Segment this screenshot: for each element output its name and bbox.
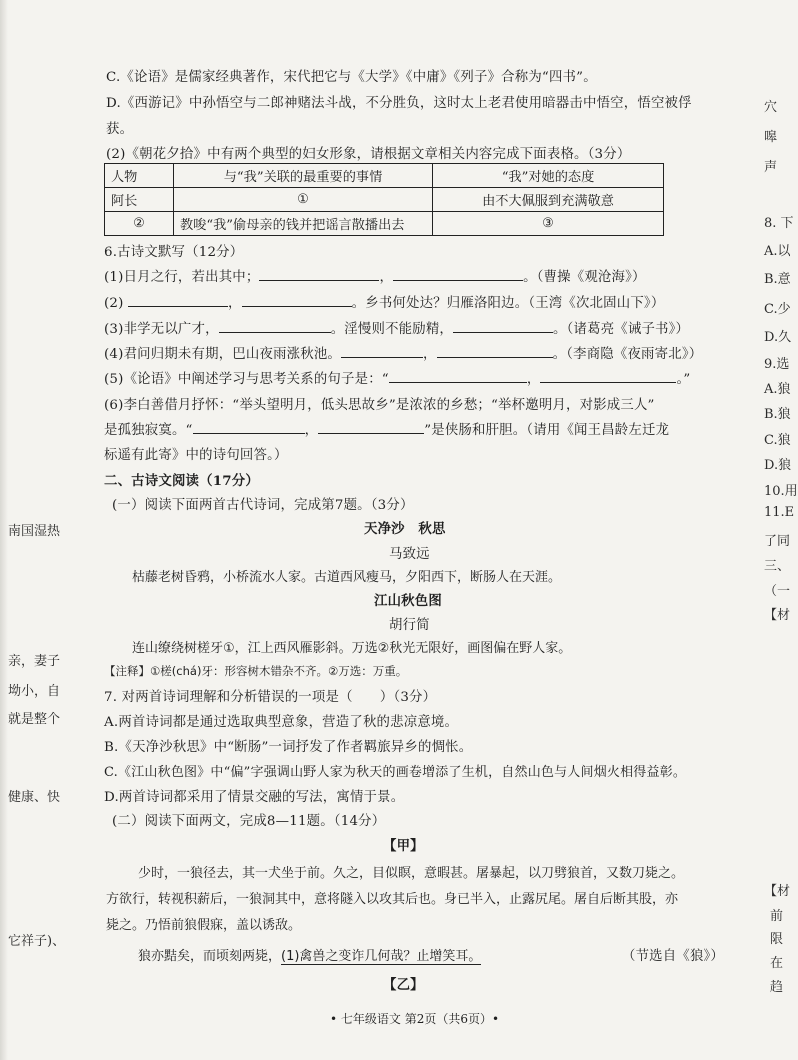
q6-line4 (104, 343, 702, 362)
text: ， (423, 347, 437, 362)
women-table (104, 163, 664, 236)
q7-option-a[interactable]: A.两首诗词都是通过选取典型意象，营造了秋的悲凉意境。 (104, 715, 459, 730)
text: ， (304, 423, 319, 438)
text: ， (526, 372, 541, 387)
q6-line1 (104, 266, 646, 285)
text: ， (379, 270, 394, 285)
text: (3)非学无以广才， (104, 322, 219, 337)
q6-line6-cont (104, 419, 669, 438)
text: “ (185, 423, 193, 438)
answer-blank[interactable] (341, 345, 423, 358)
poem1-text: 枯藤老树昏鸦，小桥流水人家。古道西风瘦马，夕阳西下，断肠人在天涯。 (132, 570, 562, 585)
right-margin-text: B.意 (764, 272, 791, 287)
text: (1)日月之行，若出其中； (104, 270, 260, 285)
left-margin-text: 坳小，自 (8, 684, 61, 699)
left-margin-text: 健康、快 (8, 790, 61, 805)
left-margin-text: 亲，妻子 (8, 654, 61, 669)
right-margin-text: 趋 (770, 980, 784, 995)
table-header: “我”对她的态度 (433, 164, 664, 188)
left-margin-text: 它祥子)、 (8, 934, 66, 949)
right-margin-text: 三、 (764, 559, 791, 574)
page-footer: • 七年级语文 第2页（共6页）• (330, 1012, 500, 1026)
right-margin-text: 【材 (764, 884, 791, 899)
right-margin-text: 11.E (764, 505, 795, 520)
table-cell: 由不大佩服到充满敬意 (433, 188, 664, 212)
right-margin-text: A.狼 (764, 382, 791, 397)
right-margin-text: （一 (764, 584, 791, 599)
answer-blank[interactable] (437, 345, 553, 358)
table-row (105, 212, 664, 236)
answer-blank[interactable] (193, 421, 305, 434)
q6-line6: (6)李白善借月抒怀：“举头望明月，低头思故乡”是浓浓的乡愁；“举杯邀明月，对影成三人” (104, 398, 655, 413)
right-margin-text: 10.用 (764, 484, 798, 499)
q5-option-c: C.《论语》是儒家经典著作，宋代把它与《大学》《中庸》《列子》合称为“四书”。 (106, 70, 597, 85)
right-margin-text: 声 (764, 160, 778, 175)
left-margin-text: 南国湿热 (8, 524, 61, 539)
right-margin-text: 8. 下 (764, 216, 794, 231)
text: 。淫慢则不能励精， (330, 322, 454, 337)
poem2-title: 江山秋色图 (374, 593, 442, 609)
passage-jia-line: 少时，一狼径去，其一犬坐于前。久之，目似瞑，意暇甚。屠暴起，以刀劈狼首，又数刀毙之。 (138, 866, 685, 881)
q6-line2 (104, 292, 664, 311)
right-margin-text: 穴 (764, 100, 778, 115)
q5-sub2: (2)《朝花夕拾》中有两个典型的妇女形象，请根据文章相关内容完成下面表格。（3分） (106, 147, 631, 162)
text: 。（曹操《观沧海》） (523, 270, 646, 285)
text: ， (228, 296, 242, 311)
passage-jia-label: 【甲】 (383, 838, 424, 854)
poem1-author: 马致远 (389, 547, 430, 562)
right-margin-text: A.以 (764, 244, 791, 259)
part-two-intro: (二）阅读下面两文，完成8—11题。（14分） (112, 814, 386, 829)
answer-blank[interactable] (540, 370, 676, 383)
poem2-text: 连山缭绕树槎牙①，江上西风雁影斜。万选②秋光无限好，画图偏在野人家。 (132, 641, 572, 656)
right-margin-text: 限 (770, 932, 784, 947)
table-cell-blank[interactable]: ③ (433, 212, 664, 236)
q6-line5 (104, 368, 690, 387)
table-header: 人物 (105, 164, 174, 188)
table-cell-blank[interactable]: ② (105, 212, 174, 236)
right-margin-text: 在 (770, 956, 784, 971)
q7-option-b[interactable]: B.《天净沙秋思》中“断肠”一词抒发了作者羁旅异乡的惆怅。 (104, 740, 473, 755)
text: (5)《论语》中阐述学习与思考关系的句子是：“ (104, 372, 389, 387)
q7-stem: 7. 对两首诗词理解和分析错误的一项是（ ）（3分） (104, 690, 437, 705)
right-margin-text: C.狼 (764, 433, 791, 448)
right-margin-text: 了同 (764, 534, 791, 549)
part-one-intro: (一）阅读下面两首古代诗词，完成第7题。（3分） (112, 498, 414, 513)
table-cell: 教唆“我”偷母亲的钱并把谣言散播出去 (174, 212, 433, 236)
answer-blank[interactable] (259, 268, 379, 281)
poem-notes: 【注释】①槎(chá)牙：形容树木错杂不齐。②万选：万重。 (104, 664, 408, 678)
passage-jia-line (138, 945, 481, 964)
q6-title: 6.古诗文默写（12分） (104, 245, 244, 260)
q5-option-d-cont: 获。 (106, 122, 134, 137)
q5-option-d: D.《西游记》中孙悟空与二郎神赌法斗战，不分胜负，这时太上老君使用暗器击中悟空，悟空被俘 (106, 96, 692, 111)
right-margin-text: 【材 (764, 608, 791, 623)
underlined-sentence: (1)禽兽之变诈几何哉？止增笑耳。 (281, 949, 482, 964)
text: ”是侠肠和肝胆。（请用《闻王昌龄左迁龙 (424, 423, 670, 438)
passage-yi-label: 【乙】 (383, 977, 424, 993)
passage-jia-line: 方欲行，转视积薪后，一狼洞其中，意将隧入以攻其后也。身已半入，止露尻尾。屠自后断其股，亦 (106, 892, 679, 907)
text: (2) (104, 296, 124, 311)
answer-blank[interactable] (219, 320, 331, 333)
answer-blank[interactable] (389, 370, 527, 383)
page-shadow (0, 0, 8, 1060)
text: 。（诸葛亮《诫子书》） (553, 322, 690, 337)
right-margin-text: 9.选 (764, 357, 790, 372)
q7-option-c[interactable]: C.《江山秋色图》中“偏”字强调山野人家为秋天的画卷增添了生机，自然山色与人间烟火相得益彰。 (104, 765, 687, 780)
text: 。” (676, 372, 691, 387)
right-margin-text: B.狼 (764, 407, 791, 422)
table-cell-blank[interactable]: ① (174, 188, 433, 212)
q7-option-d[interactable]: D.两首诗词都采用了情景交融的写法，寓情于景。 (104, 790, 405, 805)
text: 是孤独寂寞。 (104, 423, 186, 438)
right-margin-text: D.狼 (764, 458, 792, 473)
text: 。乡书何处达？归雁洛阳边。（王湾《次北固山下》） (351, 296, 665, 311)
poem2-author: 胡行简 (389, 618, 430, 633)
right-margin-text: 前 (770, 909, 784, 924)
right-margin-text: 嗥 (764, 130, 778, 145)
q6-line3 (104, 318, 689, 337)
text: 狼亦黠矣，而顷刻两毙， (138, 949, 282, 964)
passage-source: （节选自《狼》） (622, 949, 725, 964)
right-margin-text: D.久 (764, 330, 792, 345)
left-margin-text: 就是整个 (8, 712, 61, 727)
table-header-row (105, 164, 664, 188)
text: (4)君问归期未有期，巴山夜雨涨秋池。 (104, 347, 342, 362)
q6-line6-end: 标遥有此寄》中的诗句回答。） (104, 448, 288, 463)
table-header: 与“我”关联的最重要的事情 (174, 164, 433, 188)
text: 。（李商隐《夜雨寄北》） (552, 347, 703, 362)
answer-blank[interactable] (453, 320, 553, 333)
answer-blank[interactable] (128, 294, 228, 307)
poem1-title: 天净沙 秋思 (364, 521, 446, 537)
answer-blank[interactable] (393, 268, 523, 281)
section-two-title: 二、古诗文阅读（17分） (104, 473, 259, 489)
table-row (105, 188, 664, 212)
table-cell: 阿长 (105, 188, 174, 212)
right-margin-text: C.少 (764, 302, 791, 317)
answer-blank[interactable] (318, 421, 424, 434)
answer-blank[interactable] (242, 294, 352, 307)
passage-jia-line: 毙之。乃悟前狼假寐，盖以诱敌。 (106, 918, 302, 933)
